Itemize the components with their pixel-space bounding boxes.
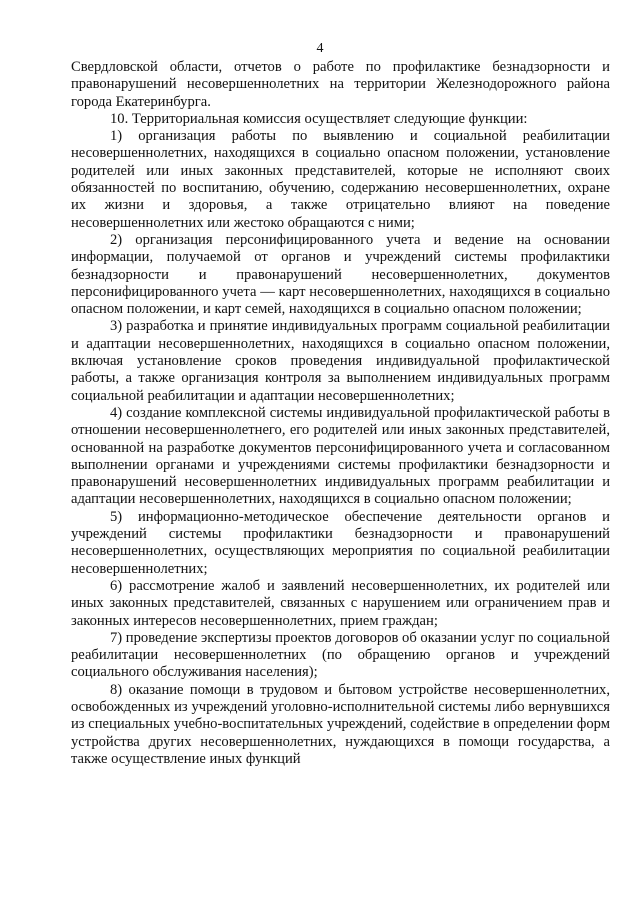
- paragraph-item-6: 6) рассмотрение жалоб и заявлений несовершеннолетних, их родителей или иных законных представителей, связанных с нарушением или ограничением прав и законных интересов несовершеннолетних, прием граждан;: [71, 577, 610, 629]
- paragraph-item-3: 3) разработка и принятие индивидуальных программ социальной реабилитации и адаптации несовершеннолетних, находящихся в социально опасном положении, включая установление сроков проведения индивидуальной профилактической работы, а также организация контроля за выполнением индивидуальных программ социальной реабилитации и адаптации несовершеннолетних;: [71, 318, 610, 404]
- paragraph-item-2: 2) организация персонифицированного учета и ведение на основании информации, получаемой от органов и учреждений системы профилактики безнадзорности и правонарушений несовершеннолетних, документов персонифицированного учета — карт несовершеннолетних, находящихся в социально опасном положении, и карт семей, находящихся в социально опасном положении;: [71, 231, 610, 318]
- page-number: 4: [316, 41, 324, 56]
- paragraph-item-5: 5) информационно-методическое обеспечение деятельности органов и учреждений системы профилактики безнадзорности и правонарушений несовершеннолетних, осуществляющих мероприятия по социальной реабилитации несовершеннолетних;: [71, 508, 610, 577]
- paragraph-item-7: 7) проведение экспертизы проектов договоров об оказании услуг по социальной реабилитации несовершеннолетних (по обращению органов и учреждений социального обслуживания населения);: [71, 629, 610, 681]
- document-body: [71, 59, 610, 768]
- paragraph-section-10: 10. Территориальная комиссия осуществляет следующие функции:: [110, 110, 528, 127]
- paragraph-item-4: 4) создание комплексной системы индивидуальной профилактической работы в отношении несовершеннолетнего, его родителей или иных законных представителей, основанной на разработке документов персонифицированного учета и согласованном выполнении органами и учреждениями системы профилактики безнадзорности и правонарушений несовершеннолетних индивидуальных программ реабилитации и адаптации несовершеннолетних, находящихся в социально опасном положении;: [71, 404, 610, 508]
- paragraph-continuation: Свердловской области, отчетов о работе по профилактике безнадзорности и правонарушений несовершеннолетних на территории Железнодорожного района города Екатеринбурга.: [71, 59, 610, 110]
- paragraph-item-1: 1) организация работы по выявлению и социальной реабилитации несовершеннолетних, находящихся в социально опасном положении, установление родителей или иных законных представителей, которые не исполняют своих обязанностей по воспитанию, обучению, содержанию несовершеннолетних, охране их жизни и здоровья, а также отрицательно влияют на поведение несовершеннолетних или жестоко обращаются с ними;: [71, 128, 610, 231]
- paragraph-item-8: 8) оказание помощи в трудовом и бытовом устройстве несовершеннолетних, освобожденных из учреждений уголовно-исполнительной системы либо вернувшихся из специальных учебно-воспитательных учреждений, содействие в определении форм устройства других несовершеннолетних, нуждающихся в помощи государства, а также осуществление иных функций: [71, 681, 610, 767]
